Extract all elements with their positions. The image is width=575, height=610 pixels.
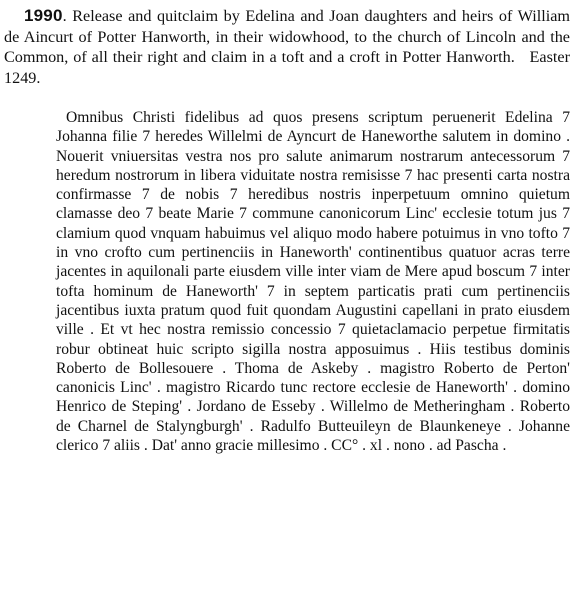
entry-date: Easter 1249. bbox=[4, 48, 570, 87]
charter-text: Omnibus Christi fidelibus ad quos presens scriptum peruenerit Edelina 7 Johanna filie 7 heredes Willelmi de Ayncurt de Haneworthe salutem in domino . Nouerit vniuersitas vestra nos pro salute animarum nostrarum antecessorum 7 heredum nostrorum in libera viduitate nostra remisisse 7 hac presenti carta nostra confirmasse 7 de nobis 7 heredibus nostris inperpetuum omnino quietum clamasse deo 7 beate Marie 7 commune canonicorum Linc' ecclesie totum jus 7 clamium quod vnquam habuimus vel aliquo modo habere potuimus in vno tofto 7 in vno crofto cum pertinenciis in Haneworth' continentibus quatuor acras terre jacentes in aquilonali parte eiusdem ville inter viam de Mere apud boscum 7 inter tofta hominum de Haneworth' 7 in septem particatis prati cum pertinenciis jacentibus iuxta pratum quod fuit quondam Augustini capellani in prato eiusdem ville . Et vt hec nostra remissio concessio 7 quietaclamacio perpetue firmitatis robur obtineat huic scripto sigilla nostra apposuimus . Hiis testibus dominis Roberto de Bollesouere . Thoma de Askeby . magistro Roberto de Perton' canonicis Linc' . magistro Ricardo tunc rectore ecclesie de Haneworth' . domino Henrico de Steping' . Jordano de Esseby . Willelmo de Metheringham . Roberto de Charnel de Stalyngburgh' . Radulfo Butteuileyn de Blaunkeneye . Johanne clerico 7 aliis . Dat' anno gracie millesimo . CC° . xl . nono . ad Pascha . bbox=[56, 109, 570, 455]
entry-summary-text: . Release and quitclaim by Edelina and Joan daughters and heirs of William de Aincurt of Potter Hanworth, in their widowhood, to the church of Lincoln and the Common, of all their right and claim in a toft and a croft in Potter Hanworth. bbox=[4, 7, 570, 66]
entry-number: 1990 bbox=[24, 6, 63, 25]
entry-summary bbox=[4, 6, 570, 88]
